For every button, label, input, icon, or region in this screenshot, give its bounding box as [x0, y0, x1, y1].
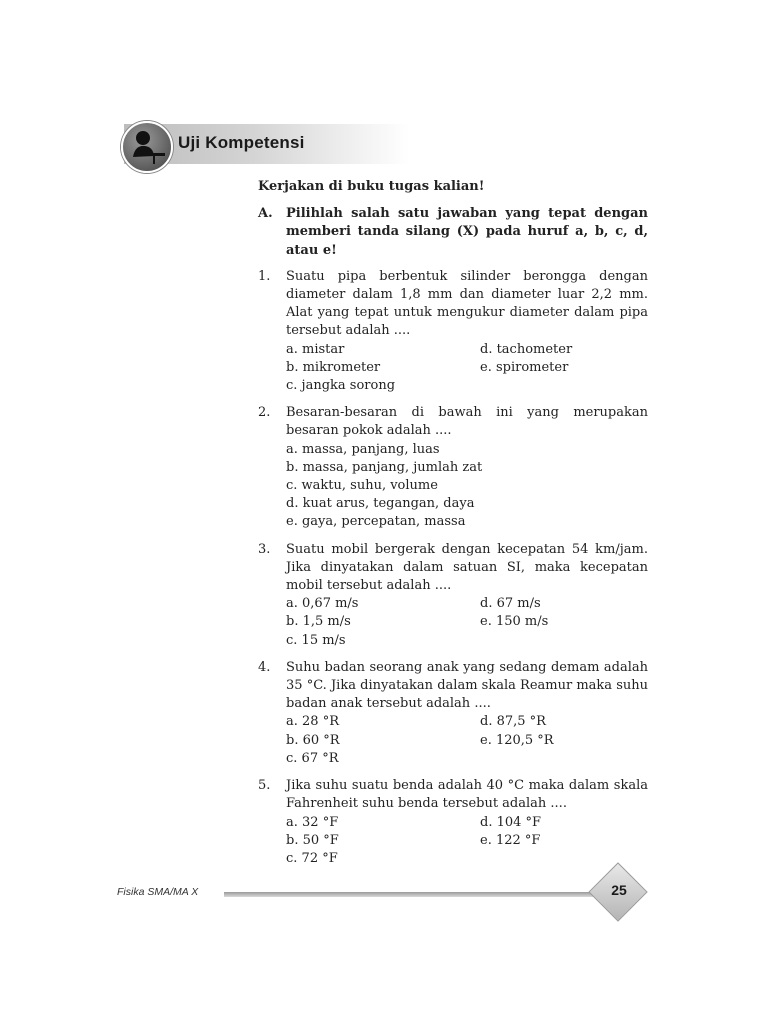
instruction-text: Kerjakan di buku tugas kalian!: [258, 179, 485, 194]
option-c: c. jangka sorong: [286, 378, 396, 394]
option-d: d. 67 m/s: [480, 596, 541, 612]
section-label: A.: [258, 206, 273, 222]
question-5: [258, 777, 648, 868]
option-e: e. 120,5 °R: [480, 732, 554, 748]
question-2: [258, 404, 648, 531]
option-e: e. spirometer: [480, 359, 569, 375]
option-c: c. 15 m/s: [286, 632, 346, 648]
question-number: 4.: [258, 659, 271, 675]
question-1: [258, 268, 648, 395]
footer-divider: [224, 892, 614, 897]
option-d: d. 87,5 °R: [480, 714, 546, 730]
question-4: [258, 659, 648, 768]
option-c: c. waktu, suhu, volume: [286, 478, 438, 494]
option-b: b. 50 °F: [286, 832, 339, 848]
option-e: e. gaya, percepatan, massa: [286, 514, 466, 530]
question-3: [258, 541, 648, 650]
question-number: 1.: [258, 268, 271, 284]
option-a: a. 28 °R: [286, 714, 339, 730]
option-d: d. kuat arus, tegangan, daya: [286, 496, 475, 512]
question-stem: Jika suhu suatu benda adalah 40 °C maka dalam skala Fahrenheit suhu benda tersebut adalah ....: [286, 778, 648, 812]
question-number: 2.: [258, 405, 271, 421]
book-title: Fisika SMA/MA X: [117, 886, 199, 898]
option-a: a. massa, panjang, luas: [286, 441, 440, 457]
answer-options: [286, 814, 648, 869]
answer-options: [286, 341, 648, 396]
option-b: b. 1,5 m/s: [286, 614, 351, 630]
section-instruction: Pilihlah salah satu jawaban yang tepat dengan memberi tanda silang (X) pada huruf a, b, c, d, atau e!: [286, 206, 648, 258]
question-stem: Besaran-besaran di bawah ini yang merupakan besaran pokok adalah ....: [286, 405, 648, 439]
answer-options: [286, 713, 648, 768]
option-c: c. 67 °R: [286, 750, 339, 766]
question-stem: Suhu badan seorang anak yang sedang demam adalah 35 °C. Jika dinyatakan dalam skala Reamur maka suhu badan anak tersebut adalah ....: [286, 659, 648, 712]
option-e: e. 122 °F: [480, 832, 541, 848]
answer-options: [286, 441, 648, 532]
question-stem: Suatu pipa berbentuk silinder berongga dengan diameter dalam 1,8 mm dan diameter luar 2,2 mm. Alat yang tepat untuk mengukur diameter dalam pipa tersebut adalah ....: [286, 268, 648, 339]
question-stem: Suatu mobil bergerak dengan kecepatan 54 km/jam. Jika dinyatakan dalam satuan SI, maka kecepatan mobil tersebut adalah ....: [286, 541, 648, 594]
option-d: d. 104 °F: [480, 814, 542, 830]
option-a: a. 32 °F: [286, 814, 339, 830]
answer-options: [286, 595, 648, 650]
option-a: a. mistar: [286, 341, 345, 357]
option-b: b. mikrometer: [286, 359, 381, 375]
option-b: b. massa, panjang, jumlah zat: [286, 459, 483, 475]
option-a: a. 0,67 m/s: [286, 596, 359, 612]
section-a: [258, 205, 648, 260]
exercise-content: [258, 178, 648, 877]
option-c: c. 72 °F: [286, 850, 338, 866]
page-title: Uji Kompetensi: [178, 133, 305, 152]
page-number: 25: [611, 882, 627, 898]
option-d: d. tachometer: [480, 341, 573, 357]
question-number: 3.: [258, 541, 271, 557]
question-number: 5.: [258, 778, 271, 794]
student-at-desk-icon: [121, 121, 173, 173]
option-b: b. 60 °R: [286, 732, 340, 748]
option-e: e. 150 m/s: [480, 614, 549, 630]
